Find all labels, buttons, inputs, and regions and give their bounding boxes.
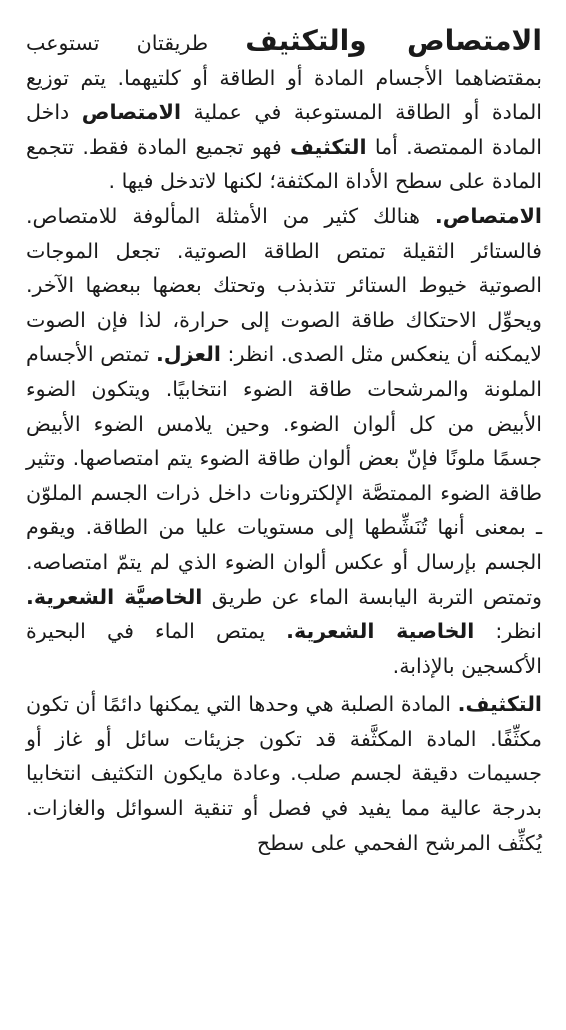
see-also-insulation: العزل. [155, 342, 221, 367]
see-also-capillarity: الخاصية الشعرية. [286, 619, 475, 644]
absorption-heading: الامتصاص. [434, 203, 542, 228]
term-capillarity: الخاصيَّة الشعرية. [26, 584, 203, 609]
adsorption-text-1: المادة الصلبة هي وحدها التي يمكنها دائمًا أن تكون مكثِّفًا. المادة المكثَّفة قد تكون جزيئات سائل أو غاز أو جسيمات دقيقة لجسم صلب. وعادة مايكون التكثيف انتخابيا بدرجة عالية مما يفيد في فصل أو تنقية السوائل والغازات. يُكثِّف المرشح الفحمي على سطح [26, 692, 542, 855]
article-title: الامتصاص والتكثيف [245, 24, 542, 57]
term-absorption: الامتصاص [81, 100, 182, 125]
adsorption-paragraph [26, 687, 542, 860]
absorption-text-2: تمتص الأجسام الملونة والمرشحات طاقة الضوء انتخابيًا. ويتكون الضوء الأبيض من كل ألوان الضوء. وحين يلامس الضوء الأبيض جسمًا ملونًا فإنّ بعض ألوان طاقة الضوء يتم امتصاصها. وتثير طاقة الضوء الممتصَّة الإلكترونات داخل ذرات الجسم الملوّن ـ بمعنى أنها تُنَشِّطها إلى مستويات عليا من الطاقة. ويقوم الجسم بإرسال أو عكس ألوان الضوء الذي لم يتمّ امتصاصه. وتمتص التربة اليابسة الماء عن طريق [26, 342, 542, 609]
term-adsorption: التكثيف [290, 134, 367, 159]
adsorption-heading: التكثيف. [457, 692, 542, 717]
absorption-text-4: يمتص الماء في البحيرة الأكسجين بالإذابة. [26, 619, 542, 678]
absorption-text-1: هنالك كثير من الأمثلة المألوفة للامتصاص. فالستائر الثقيلة تمتص الطاقة الصوتية. تجعل الموجات الصوتية خيوط الستائر تتذبذب وتحتك بعضها ببعضها الآخر. ويحوِّل الاحتكاك طاقة الصوت إلى حرارة، لذا فإن الصوت لايمكنه أن ينعكس مثل الصدى. انظر: [26, 203, 542, 367]
intro-text-2: داخل المادة الممتصة. أما [26, 100, 542, 159]
absorption-text-3: انظر: [474, 619, 542, 644]
intro-text-3: فهو تجميع المادة فقط. تتجمع المادة على سطح الأداة المكثفة؛ لكنها لاتدخل فيها . [26, 134, 542, 194]
intro-paragraph [26, 24, 542, 199]
absorption-paragraph [26, 199, 542, 683]
intro-text-1: طريقتان تستوعب بمقتضاهما الأجسام المادة أو الطاقة أو كلتيهما. يتم توزيع المادة أو الطاقة المستوعبة في عملية [26, 31, 542, 125]
